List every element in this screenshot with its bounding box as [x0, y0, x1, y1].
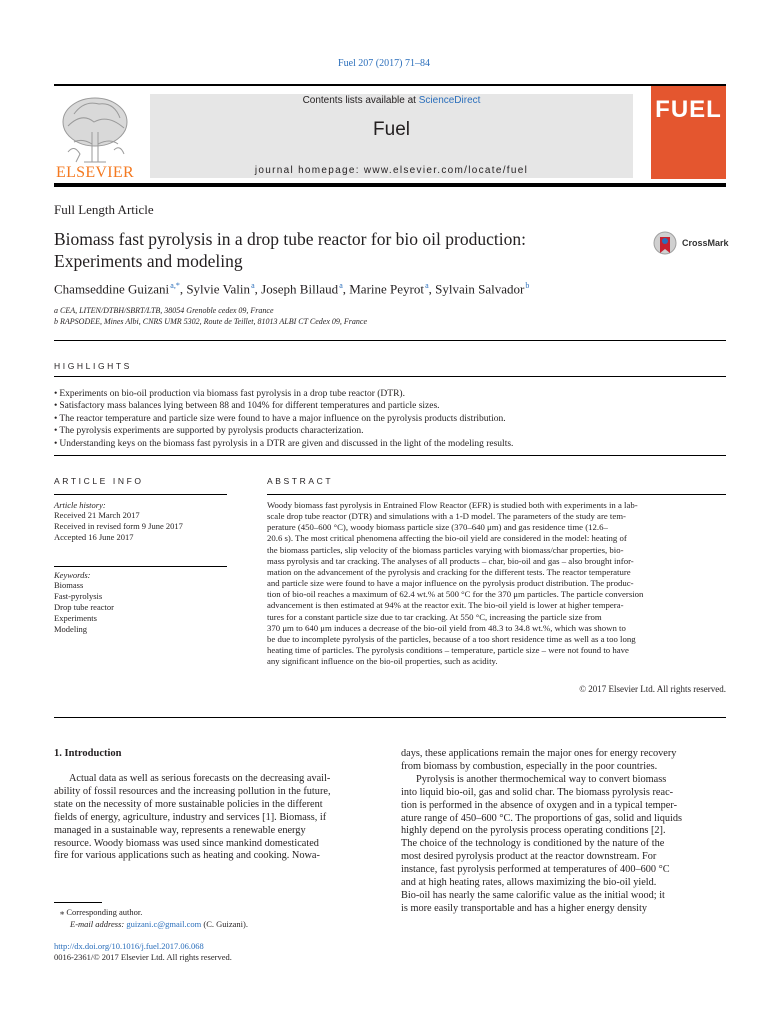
- body-line: highly depend on the pyrolysis process operating conditions [2].: [401, 825, 666, 837]
- keyword: Fast-pyrolysis: [54, 591, 103, 601]
- journal-cover-title: FUEL: [655, 96, 722, 123]
- body-line: Pyrolysis is another thermochemical way to convert biomass: [416, 773, 667, 785]
- body-line: fields of energy, agriculture, industry and services [1]. Biomass, if: [54, 811, 327, 823]
- keyword: Modeling: [54, 624, 88, 634]
- abstract-line: mation on the advancement of the pyrolysis and cracking for the different tests. The reactor temperature: [267, 566, 631, 577]
- email-suffix: (C. Guizani).: [201, 919, 248, 929]
- highlight-item: • Satisfactory mass balances lying between 88 and 104% for different temperatures and particle sizes.: [54, 400, 513, 412]
- highlight-item: • Understanding keys on the biomass fast pyrolysis in a DTR are given and discussed in the light of the modeling results.: [54, 438, 513, 450]
- author-affiliation-mark[interactable]: a: [425, 281, 429, 290]
- abstract-line: the biomass particles, slip velocity of the biomass particles varying with biomass/char properties, bio-: [267, 544, 624, 555]
- footnotes: [54, 906, 248, 930]
- article-title-line: Experiments and modeling: [54, 251, 243, 271]
- body-line: resource. Woody biomass was used since mankind domesticated: [54, 837, 319, 849]
- keywords-label: Keywords:: [54, 570, 91, 580]
- highlights-list: [54, 388, 513, 450]
- body-line: into liquid bio-oil, gas and solid char. The biomass pyrolysis reac-: [401, 786, 674, 798]
- body-line: fire for various applications such as heating and cooking. Nowa-: [54, 850, 320, 862]
- abstract-line: and particle size were found to have a major influence on the pyrolysis product distribution. The produc-: [267, 578, 634, 589]
- front-matter-bottom-rule: [54, 717, 726, 718]
- footnote-rule: [54, 902, 102, 903]
- contents-availability-line: [150, 95, 633, 106]
- article-history-label: Article history:: [54, 500, 106, 510]
- abstract-line: mass pyrolysis and tar cracking. The analyses of all products – char, bio-oil and gas – also brought infor-: [267, 555, 634, 566]
- highlights-top-rule: [54, 340, 726, 341]
- highlights-heading: HIGHLIGHTS: [54, 361, 132, 371]
- author-affiliation-mark[interactable]: a: [339, 281, 343, 290]
- article-title-line: Biomass fast pyrolysis in a drop tube reactor for bio oil production:: [54, 229, 526, 249]
- author-list: Chamseddine Guizani $^{a,*}$, Sylvie Valin $^a$, Joseph Billaud $^a$, Marine Peyrot $^a$, Sylvain Salvador $^b$: [54, 281, 530, 297]
- body-line: most desired pyrolysis product at the reactor downstream. For: [401, 851, 657, 863]
- affiliation-b: b RAPSODEE, Mines Albi, CNRS UMR 5302, Route de Teillet, 81013 ALBI CT Cedex 09, France: [54, 317, 368, 326]
- body-line: ature range of 450–600 °C. The proportions of gas, solid and liquids: [401, 812, 683, 824]
- highlights-heading-rule: [54, 376, 726, 377]
- highlight-item: • Experiments on bio-oil production via biomass fast pyrolysis in a drop tube reactor (DTR).: [54, 388, 513, 400]
- doi-link[interactable]: http://dx.doi.org/10.1016/j.fuel.2017.06.068: [54, 941, 204, 951]
- affiliation-a: a CEA, LITEN/DTBH/SBRT/LTB, 38054 Grenoble cedex 09, France: [54, 306, 274, 315]
- abstract-line: 370 μm to 640 μm induces a decrease of the bio-oil yield from 48.3 to 34.8 wt.%, which was shown to: [267, 622, 626, 633]
- body-line: Actual data as well as serious forecasts on the decreasing avail-: [69, 773, 331, 784]
- body-line: instance, fast pyrolysis performed at temperatures of 400–600 °C: [401, 864, 670, 876]
- email-link[interactable]: guizani.c@gmail.com: [126, 919, 202, 929]
- abstract-rule: [267, 494, 726, 495]
- crossmark-icon[interactable]: [653, 229, 677, 260]
- abstract-line: be due to incomplete pyrolysis of the particles, because of a too short residence time as well as a too long: [267, 633, 636, 644]
- email-note: [54, 918, 248, 930]
- body-line: tion is performed in the absence of oxygen and in a typical temper-: [401, 799, 677, 811]
- abstract-line: tion of bio-oil reaches a maximum of 62.4 wt.% at 500 °C for the 370 μm particles. The particle conversion: [267, 589, 644, 600]
- body-line: and at high heating rates, allows maximizing the bio-oil yield.: [401, 877, 657, 889]
- keyword: Experiments: [54, 613, 97, 623]
- body-line: days, these applications remain the major ones for energy recovery: [401, 748, 677, 759]
- journal-reference-link[interactable]: Fuel 207 (2017) 71–84: [338, 58, 430, 69]
- abstract-line: tures for a constant particle size due to tar cracking. At 550 °C, increasing the particle size from: [267, 611, 602, 622]
- journal-homepage-link[interactable]: journal homepage: www.elsevier.com/locate/fuel: [254, 165, 529, 176]
- author-name[interactable]: Sylvie Valin: [186, 281, 251, 297]
- crossmark-label[interactable]: CrossMark: [682, 238, 729, 248]
- abstract-heading: ABSTRACT: [267, 476, 334, 486]
- masthead-rule: [54, 183, 726, 187]
- highlight-item: • The pyrolysis experiments are supported by pyrolysis products characterization.: [54, 425, 513, 437]
- doi-block: [54, 941, 232, 963]
- author-name[interactable]: Sylvain Salvador: [435, 281, 525, 297]
- issn-copyright: 0016-2361/© 2017 Elsevier Ltd. All rights reserved.: [54, 952, 232, 962]
- keyword: Drop tube reactor: [54, 602, 114, 612]
- abstract-copyright: © 2017 Elsevier Ltd. All rights reserved.: [579, 684, 726, 694]
- contents-prefix: Contents lists available at: [302, 95, 419, 106]
- body-line: managed in a sustainable way, represents a renewable energy: [54, 824, 306, 836]
- abstract-line: any significant influence on the bio-oil properties, such as acidity.: [267, 656, 498, 667]
- top-rule: [54, 84, 726, 86]
- body-line: is more easily transportable and has a higher energy density: [401, 902, 648, 914]
- body-line: ability of fossil resources and the increasing pollution in the future,: [54, 785, 331, 797]
- author-name[interactable]: Joseph Billaud: [261, 281, 339, 297]
- abstract-line: Woody biomass fast pyrolysis in Entrained Flow Reactor (EFR) is studied both with experiments in a lab-: [267, 500, 638, 510]
- corresponding-author-note: ⁎ Corresponding author.: [60, 907, 143, 917]
- article-history: [54, 510, 183, 543]
- body-line: from biomass by combustion, especially in the poor countries.: [401, 760, 658, 772]
- body-line: The choice of the technology is conditioned by the nature of the: [401, 838, 665, 850]
- article-info-rule: [54, 494, 227, 495]
- article-title: [54, 228, 624, 272]
- author-affiliation-mark[interactable]: a,*: [170, 281, 180, 290]
- abstract-line: heating time of particles. The pyrolysis conditions – temperature, particle size – were not found to have: [267, 645, 629, 656]
- journal-name: Fuel: [373, 119, 410, 140]
- section-heading-introduction: 1. Introduction: [54, 748, 122, 759]
- author-name[interactable]: Marine Peyrot: [349, 281, 424, 297]
- keywords-rule: [54, 566, 227, 567]
- highlights-bottom-rule: [54, 455, 726, 456]
- body-line: Bio-oil has nearly the same calorific value as the initial wood; it: [401, 889, 665, 901]
- email-label: E-mail address:: [70, 919, 127, 929]
- body-column-right: [401, 748, 726, 916]
- abstract-line: 20.6 s). The most critical phenomena affecting the bio-oil yield are considered in the model: heating of: [267, 533, 627, 544]
- history-entry: Received in revised form 9 June 2017: [54, 521, 183, 531]
- author-name[interactable]: Chamseddine Guizani: [54, 281, 170, 297]
- history-entry: Received 21 March 2017: [54, 510, 140, 520]
- keywords-list: [54, 580, 114, 635]
- author-affiliation-mark[interactable]: a: [251, 281, 255, 290]
- elsevier-wordmark: ELSEVIER: [56, 164, 134, 181]
- body-column-left: [54, 773, 379, 863]
- abstract-text: [267, 500, 726, 667]
- sciencedirect-link[interactable]: ScienceDirect: [418, 95, 481, 106]
- author-affiliation-mark[interactable]: b: [525, 281, 530, 290]
- body-line: state on the necessity of more sustainable policies in the different: [54, 798, 323, 810]
- abstract-line: perature (450–600 °C), woody biomass particle size (370–640 μm) and gas residence time (12.6–: [267, 522, 608, 533]
- article-type: Full Length Article: [54, 202, 154, 217]
- highlight-item: • The reactor temperature and particle size were found to have a major influence on the pyrolysis products distribution.: [54, 413, 513, 425]
- history-entry: Accepted 16 June 2017: [54, 532, 134, 542]
- abstract-line: scale drop tube reactor (DTR) and simulations with a 1-D model. The parameters of the study are tem-: [267, 511, 626, 522]
- keyword: Biomass: [54, 580, 84, 590]
- article-info-heading: ARTICLE INFO: [54, 476, 144, 486]
- abstract-line: advancement is then estimated at 94% at the reactor exit. The bio-oil yield is lower at higher tempera-: [267, 600, 624, 611]
